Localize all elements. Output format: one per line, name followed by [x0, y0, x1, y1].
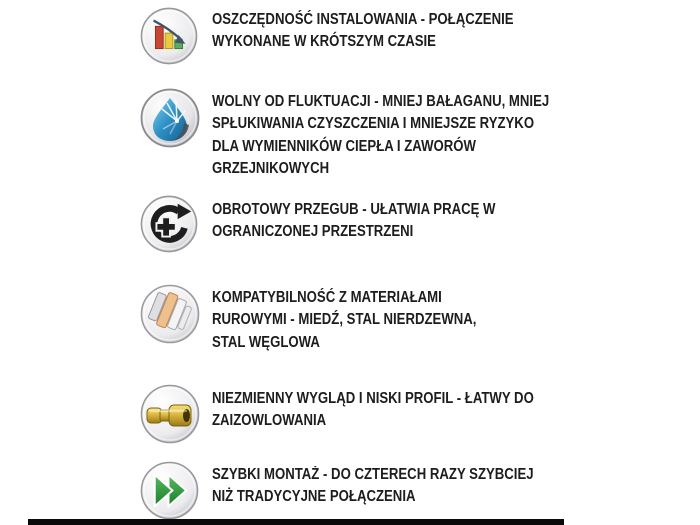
- pipe-materials-icon: [140, 284, 200, 344]
- feature-text-line: WOLNY OD FLUKTUACJI - MNIEJ BAŁAGANU, MNIEJ: [212, 93, 550, 110]
- feature-text: [212, 464, 534, 509]
- feature-text-line: NIŻ TRADYCYJNE POŁĄCZENIA: [212, 488, 416, 506]
- feature-text: [212, 9, 514, 54]
- rotating-joint-icon: [140, 195, 200, 255]
- feature-text-line: KOMPATYBILNOŚĆ Z MATERIAŁAMI: [212, 289, 442, 306]
- feature-text-line: OGRANICZONEJ PRZESTRZENI: [212, 223, 414, 241]
- feature-text-line: WYKONANE W KRÓTSZYM CZASIE: [212, 33, 436, 51]
- water-drop-icon: [140, 88, 200, 148]
- feature-text: [212, 199, 496, 244]
- brass-fitting-icon: [140, 384, 200, 444]
- feature-text: [212, 388, 534, 433]
- bottom-border-artifact: [28, 519, 564, 525]
- feature-text-line: DLA WYMIENNIKÓW CIEPŁA I ZAWORÓW: [212, 137, 476, 155]
- fast-forward-icon: [140, 461, 200, 521]
- feature-text-line: GRZEJNIKOWYCH: [212, 160, 330, 178]
- feature-text: [212, 91, 549, 181]
- feature-text-line: OSZCZĘDNOŚĆ INSTALOWANIA - POŁĄCZENIE: [212, 11, 514, 28]
- feature-text-line: RUROWYMI - MIEDŹ, STAL NIERDZEWNA,: [212, 311, 477, 329]
- cost-savings-chart-icon: [140, 7, 200, 67]
- feature-text-line: OBROTOWY PRZEGUB - UŁATWIA PRACĘ W: [212, 201, 496, 218]
- feature-text-line: STAL WĘGLOWA: [212, 333, 320, 351]
- feature-text: [212, 287, 476, 354]
- feature-text-line: SPŁUKIWANIA CZYSZCZENIA I MNIEJSZE RYZYKO: [212, 115, 535, 133]
- feature-text-line: ZAIZOWLOWANIA: [212, 412, 327, 430]
- feature-text-line: SZYBKI MONTAŻ - DO CZTERECH RAZY SZYBCIEJ: [212, 466, 534, 483]
- feature-text-line: NIEZMIENNY WYGLĄD I NISKI PROFIL - ŁATWY DO: [212, 390, 534, 407]
